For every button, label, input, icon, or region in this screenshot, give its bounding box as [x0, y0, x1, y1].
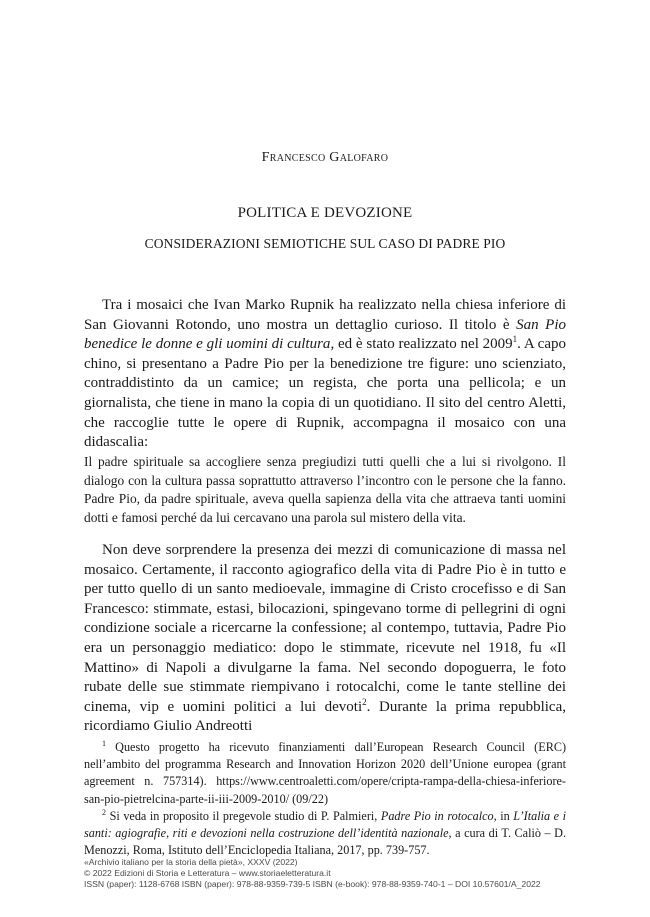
paragraph-2-text-a: Non deve sorprendere la presenza dei mezzi di comunicazione di massa nel mosaico. Certamente, il racconto agiografico della vita di Padre Pio è in tutto e per tutto quello di un santo medioevale, immagine di Cristo crocefisso e di San Francesco: stimmate, estasi, bilocazioni, spingevano torme di pellegrini di ogni condizione sociale a ricercarne la confessione; al contempo, tuttavia, Padre Pio era un personaggio mediatico: dopo le stimmate, ricevute nel 1918, fu «Il Mattino» di Napoli a divulgarne la fama. Nel secondo dopoguerra, le foto rubate delle sue stimmate riempivano i rotocalchi, come le tante stelline dei cinema, vip e uomini politici a lui devoti — [84, 542, 566, 715]
paragraph-2 — [84, 541, 566, 737]
mosaic-title: San Pio benedice le donne e gli uomini di cultura — [84, 316, 566, 353]
footnote-2-italic-1: Padre Pio in rotocalco — [380, 808, 494, 823]
footnote-2-text-c: , a cura di T. Caliò – D. Menozzi, Roma, Istituto dell’Enciclopedia Italiana, 2017, pp. 739-757. — [84, 826, 566, 858]
colophon — [84, 857, 584, 891]
footnote-2-number: 2 — [102, 807, 106, 817]
colophon-journal: «Archivio italiano per la storia della pietà», XXXV (2022) — [84, 857, 298, 867]
footnote-1-number: 1 — [102, 738, 106, 748]
footnote-1 — [84, 739, 566, 808]
footnote-1-text: Questo progetto ha ricevuto finanziamenti dall’European Research Council (ERC) nell’ambito del programma Research and Innovation Horizon 2020 dell’Unione europea (grant agreement n. 757314). https://www.centroaletti.com/opere/cripta-rampa-della-chiesa-inferiore-san-pio-pietrelcina-parte-ii-iii-2009-2010/ (09/22) — [84, 740, 567, 806]
footnotes — [84, 739, 566, 859]
footnote-2-italic-2: L’Italia e i santi: agiografie, riti e devozioni nella costruzione dell’identità nazionale — [84, 808, 566, 841]
paragraph-1 — [84, 296, 566, 453]
footnote-2-text-b: , in — [493, 808, 514, 823]
author-name: Francesco Galofaro — [261, 150, 389, 165]
footnote-ref-2[interactable]: 2 — [362, 696, 367, 707]
footnote-ref-1[interactable]: 1 — [512, 334, 518, 345]
footnote-2 — [84, 808, 566, 860]
footnote-2-text-a: Si veda in proposito il pregevole studio di P. Palmieri, — [109, 808, 381, 823]
colophon-copyright: © 2022 Edizioni di Storia e Letteratura – www.storiaeletteratura.it — [84, 868, 331, 879]
block-quote — [84, 453, 566, 527]
paragraph-2-text-b: . Durante la prima repubblica, ricordiamo Giulio Andreotti — [84, 698, 566, 735]
paragraph-1-text-a: Tra i mosaici che Ivan Marko Rupnik ha realizzato nella chiesa inferiore di San Giovanni Rotondo, uno mostra un dettaglio curioso. Il titolo è — [84, 297, 566, 333]
colophon-identifiers: ISSN (paper): 1128-6768 ISBN (paper): 978-88-9359-739-5 ISBN (e-book): 978-88-9359-740-1 – DOI 10.57601/A_2022 — [84, 879, 541, 890]
article-subtitle: CONSIDERAZIONI SEMIOTICHE SUL CASO DI PADRE PIO — [144, 236, 506, 251]
paragraph-1-text-b: , ed è stato realizzato nel 2009 — [330, 336, 513, 353]
article-title: POLITICA E DEVOZIONE — [237, 205, 413, 221]
block-quote-text: Il padre spirituale sa accogliere senza pregiudizi tutti quelli che a lui si rivolgono. Il dialogo con la cultura passa soprattutto attraverso l’incontro con le persone che la fanno. Padre Pio, da padre spirituale, aveva quella sapienza della vita che attraeva tanti uomini dotti e famosi perché da lui cercavano una parola sul mistero della vita. — [84, 454, 566, 525]
paragraph-1-text-c: . A capo chino, si presentano a Padre Pio per la benedizione tre figure: uno scienziato, contraddistinto da un camice; un regista, che porta una pellicola; e un giornalista, che tiene in mano la copia di un quotidiano. Il sito del centro Aletti, che raccoglie tutte le opere di Rupnik, accompagna il mosaico con una didascalia: — [84, 336, 566, 451]
